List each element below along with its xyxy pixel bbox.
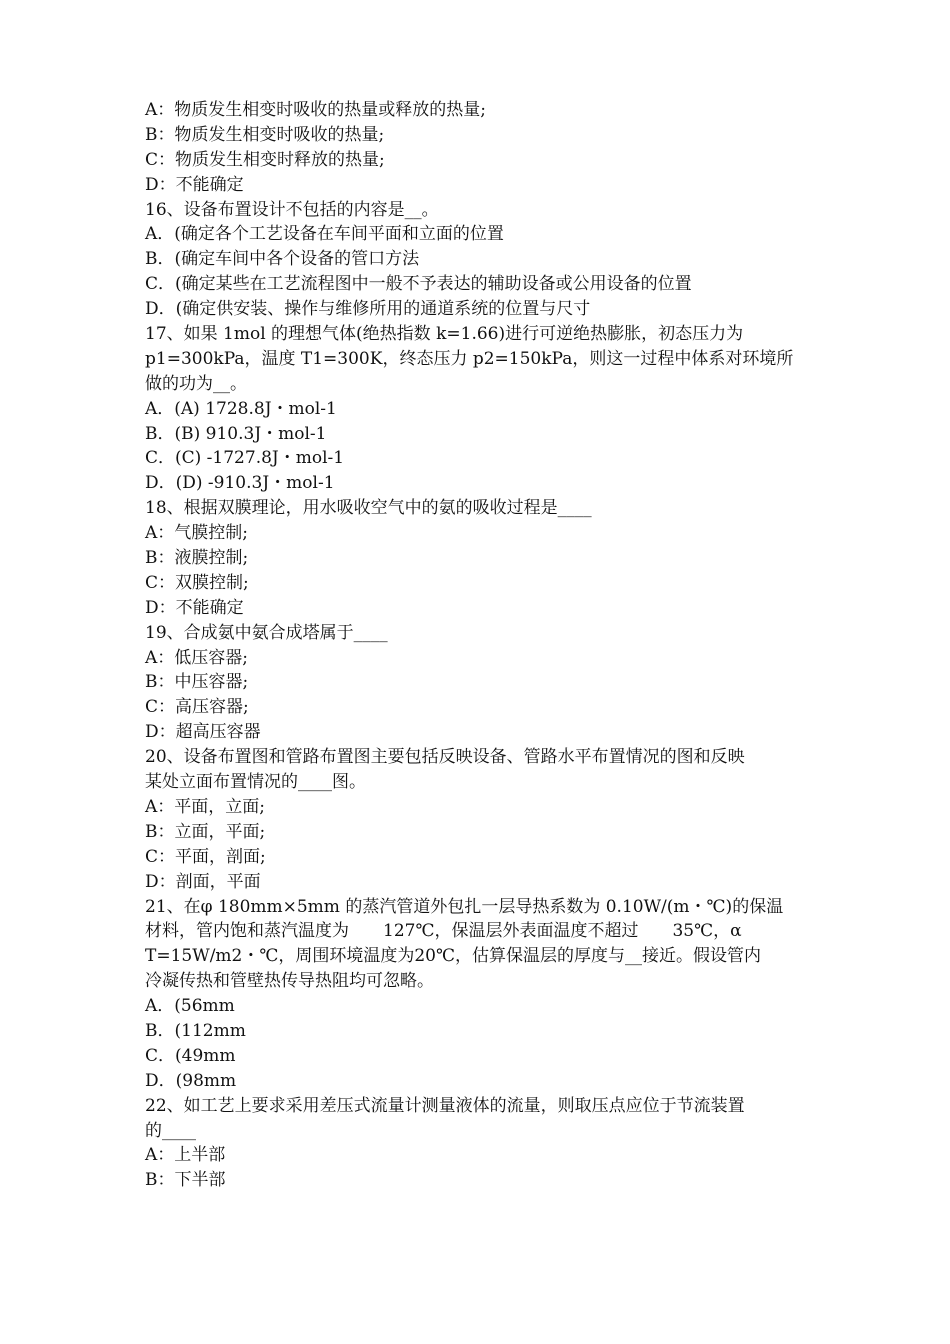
text-line: 材料，管内饱和蒸汽温度为 127℃，保温层外表面温度不超过 35℃，α: [145, 921, 742, 942]
text-line: C：高压容器;: [145, 697, 249, 718]
text-line: B．(B) 910.3J・mol-1: [145, 423, 327, 444]
text-line: B：中压容器;: [145, 672, 249, 693]
text-line: D：剖面，平面: [145, 871, 261, 892]
text-line: A：低压容器;: [145, 647, 249, 668]
text-line: A：上半部: [145, 1145, 226, 1166]
text-line: 做的功为__。: [145, 373, 247, 394]
text-line: D．(D) -910.3J・mol-1: [145, 473, 335, 494]
text-line: A：气膜控制;: [145, 523, 249, 544]
text-line: T=15W/m2・℃，周围环境温度为20℃，估算保温层的厚度与__接近。假设管内: [145, 946, 762, 967]
text-line: 17、如果 1mol 的理想气体(绝热指数 k=1.66)进行可逆绝热膨胀，初态压力为: [145, 324, 744, 345]
text-line: C：物质发生相变时释放的热量;: [145, 149, 385, 170]
text-line: B：下半部: [145, 1170, 226, 1191]
text-line: 22、如工艺上要求采用差压式流量计测量液体的流量，则取压点应位于节流装置: [145, 1095, 745, 1116]
text-line: B：物质发生相变时吸收的热量;: [145, 124, 385, 145]
text-line: C．(确定某些在工艺流程图中一般不予表达的辅助设备或公用设备的位置: [145, 274, 692, 295]
text-line: A．(56mm: [145, 996, 235, 1017]
text-line: D．(98mm: [145, 1070, 237, 1091]
text-line: D：超高压容器: [145, 722, 261, 743]
text-line: 16、设备布置设计不包括的内容是__。: [145, 199, 439, 220]
text-line: D：不能确定: [145, 174, 244, 195]
text-line: B：立面，平面;: [145, 821, 266, 842]
text-line: C：平面，剖面;: [145, 846, 266, 867]
text-line: 19、合成氨中氨合成塔属于____: [145, 622, 388, 643]
text-line: D：不能确定: [145, 597, 244, 618]
text-line: 某处立面布置情况的____图。: [145, 772, 366, 793]
text-line: A．(确定各个工艺设备在车间平面和立面的位置: [145, 224, 504, 245]
text-line: p1=300kPa，温度 T1=300K，终态压力 p2=150kPa，则这一过程中体系对环境所: [145, 348, 794, 369]
text-line: 18、根据双膜理论，用水吸收空气中的氨的吸收过程是____: [145, 498, 592, 519]
text-line: 21、在φ 180mm×5mm 的蒸汽管道外包扎一层导热系数为 0.10W/(m・℃)的保温: [145, 896, 784, 917]
text-line: C：双膜控制;: [145, 572, 249, 593]
text-line: C．(C) -1727.8J・mol-1: [145, 448, 345, 469]
text-line: A：平面，立面;: [145, 796, 266, 817]
text-line: B．(确定车间中各个设备的管口方法: [145, 249, 420, 270]
text-line: 冷凝传热和管壁热传导热阻均可忽略。: [145, 971, 434, 992]
document-body: [145, 98, 810, 1193]
text-line: 的____: [145, 1120, 196, 1141]
text-line: 20、设备布置图和管路布置图主要包括反映设备、管路水平布置情况的图和反映: [145, 747, 745, 768]
text-line: D．(确定供安装、操作与维修所用的通道系统的位置与尺寸: [145, 299, 591, 320]
text-line: B：液膜控制;: [145, 548, 249, 569]
text-line: B．(112mm: [145, 1020, 246, 1041]
text-line: A．(A) 1728.8J・mol-1: [145, 398, 337, 419]
text-line: A：物质发生相变时吸收的热量或释放的热量;: [145, 100, 487, 120]
text-line: C．(49mm: [145, 1045, 236, 1066]
